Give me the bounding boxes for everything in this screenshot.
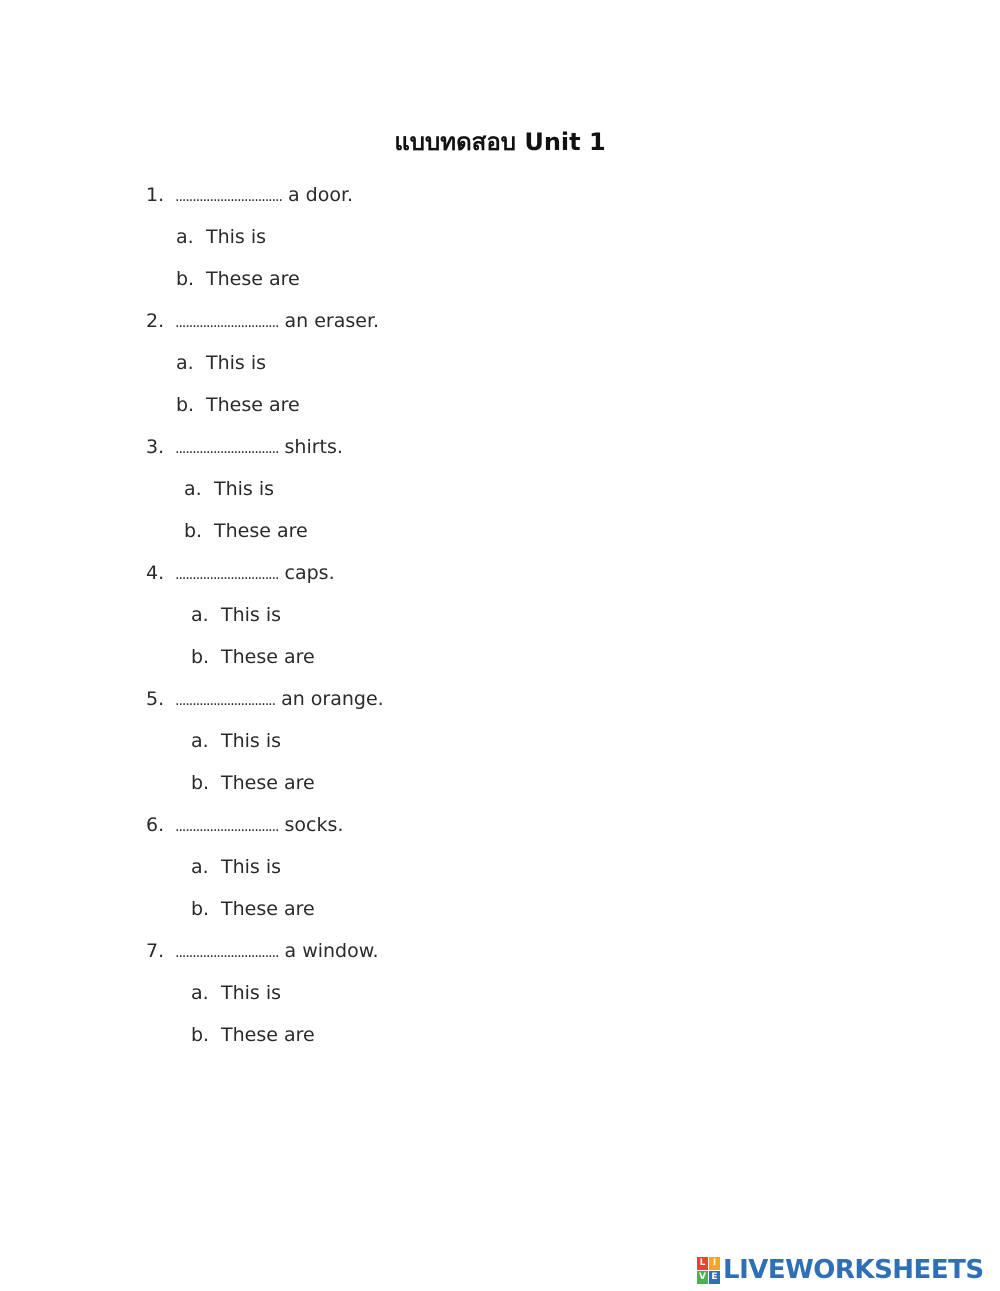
question-7-option-b[interactable] xyxy=(191,1024,315,1046)
worksheet-title: แบบทดสอบ Unit 1 xyxy=(394,128,606,156)
option-text: These are xyxy=(221,898,315,920)
option-letter: a. xyxy=(191,982,209,1004)
question-7 xyxy=(146,940,379,962)
question-4-option-b[interactable] xyxy=(191,646,315,668)
question-1-option-b[interactable] xyxy=(176,268,300,290)
option-letter: a. xyxy=(191,856,209,878)
answer-blank: ............................... xyxy=(175,189,282,205)
question-text: a window. xyxy=(284,940,379,962)
option-text: These are xyxy=(221,772,315,794)
option-text: This is xyxy=(206,226,267,248)
option-letter: b. xyxy=(191,772,210,794)
option-letter: b. xyxy=(184,520,203,542)
question-1-option-a[interactable] xyxy=(176,226,266,248)
option-text: This is xyxy=(221,856,282,878)
question-2 xyxy=(146,310,379,332)
option-text: This is xyxy=(221,982,282,1004)
logo-cube-icon xyxy=(697,1257,720,1284)
question-text: caps. xyxy=(284,562,335,584)
question-text: an eraser. xyxy=(284,310,380,332)
question-number: 1. xyxy=(146,184,165,206)
logo-cube-letter: L xyxy=(697,1257,708,1270)
option-letter: a. xyxy=(176,352,194,374)
question-4 xyxy=(146,562,335,584)
question-number: 2. xyxy=(146,310,165,332)
question-number: 7. xyxy=(146,940,165,962)
option-text: This is xyxy=(206,352,267,374)
question-number: 6. xyxy=(146,814,165,836)
answer-blank: .............................. xyxy=(175,567,279,583)
question-6 xyxy=(146,814,343,836)
option-letter: a. xyxy=(184,478,202,500)
question-number: 5. xyxy=(146,688,165,710)
question-4-option-a[interactable] xyxy=(191,604,281,626)
question-6-option-b[interactable] xyxy=(191,898,315,920)
question-6-option-a[interactable] xyxy=(191,856,281,878)
option-letter: b. xyxy=(176,268,195,290)
question-text: socks. xyxy=(284,814,344,836)
option-text: These are xyxy=(206,268,300,290)
question-5-option-b[interactable] xyxy=(191,772,315,794)
logo-cube-letter: E xyxy=(709,1271,720,1284)
liveworksheets-logo xyxy=(697,1256,984,1284)
question-text: a door. xyxy=(287,184,354,206)
option-text: These are xyxy=(206,394,300,416)
answer-blank: .............................. xyxy=(175,441,279,457)
answer-blank: .............................. xyxy=(175,819,279,835)
question-1 xyxy=(146,184,353,206)
option-text: This is xyxy=(214,478,275,500)
option-text: These are xyxy=(214,520,308,542)
question-7-option-a[interactable] xyxy=(191,982,281,1004)
option-letter: b. xyxy=(191,1024,210,1046)
answer-blank: .............................. xyxy=(175,315,279,331)
logo-cube-letter: I xyxy=(709,1257,720,1270)
option-text: This is xyxy=(221,604,282,626)
question-3 xyxy=(146,436,343,458)
option-text: This is xyxy=(221,730,282,752)
option-letter: a. xyxy=(191,730,209,752)
question-2-option-a[interactable] xyxy=(176,352,266,374)
question-number: 3. xyxy=(146,436,165,458)
logo-cube-letter: V xyxy=(697,1271,708,1284)
question-number: 4. xyxy=(146,562,165,584)
option-text: These are xyxy=(221,646,315,668)
option-letter: a. xyxy=(191,604,209,626)
option-letter: b. xyxy=(176,394,195,416)
answer-blank: ............................. xyxy=(175,693,276,709)
question-5-option-a[interactable] xyxy=(191,730,281,752)
question-text: shirts. xyxy=(284,436,343,458)
question-5 xyxy=(146,688,384,710)
option-letter: b. xyxy=(191,646,210,668)
question-2-option-b[interactable] xyxy=(176,394,300,416)
option-text: These are xyxy=(221,1024,315,1046)
answer-blank: .............................. xyxy=(175,945,279,961)
question-3-option-a[interactable] xyxy=(184,478,274,500)
question-3-option-b[interactable] xyxy=(184,520,308,542)
option-letter: a. xyxy=(176,226,194,248)
question-text: an orange. xyxy=(281,688,384,710)
option-letter: b. xyxy=(191,898,210,920)
logo-text: LIVEWORKSHEETS xyxy=(723,1255,984,1285)
